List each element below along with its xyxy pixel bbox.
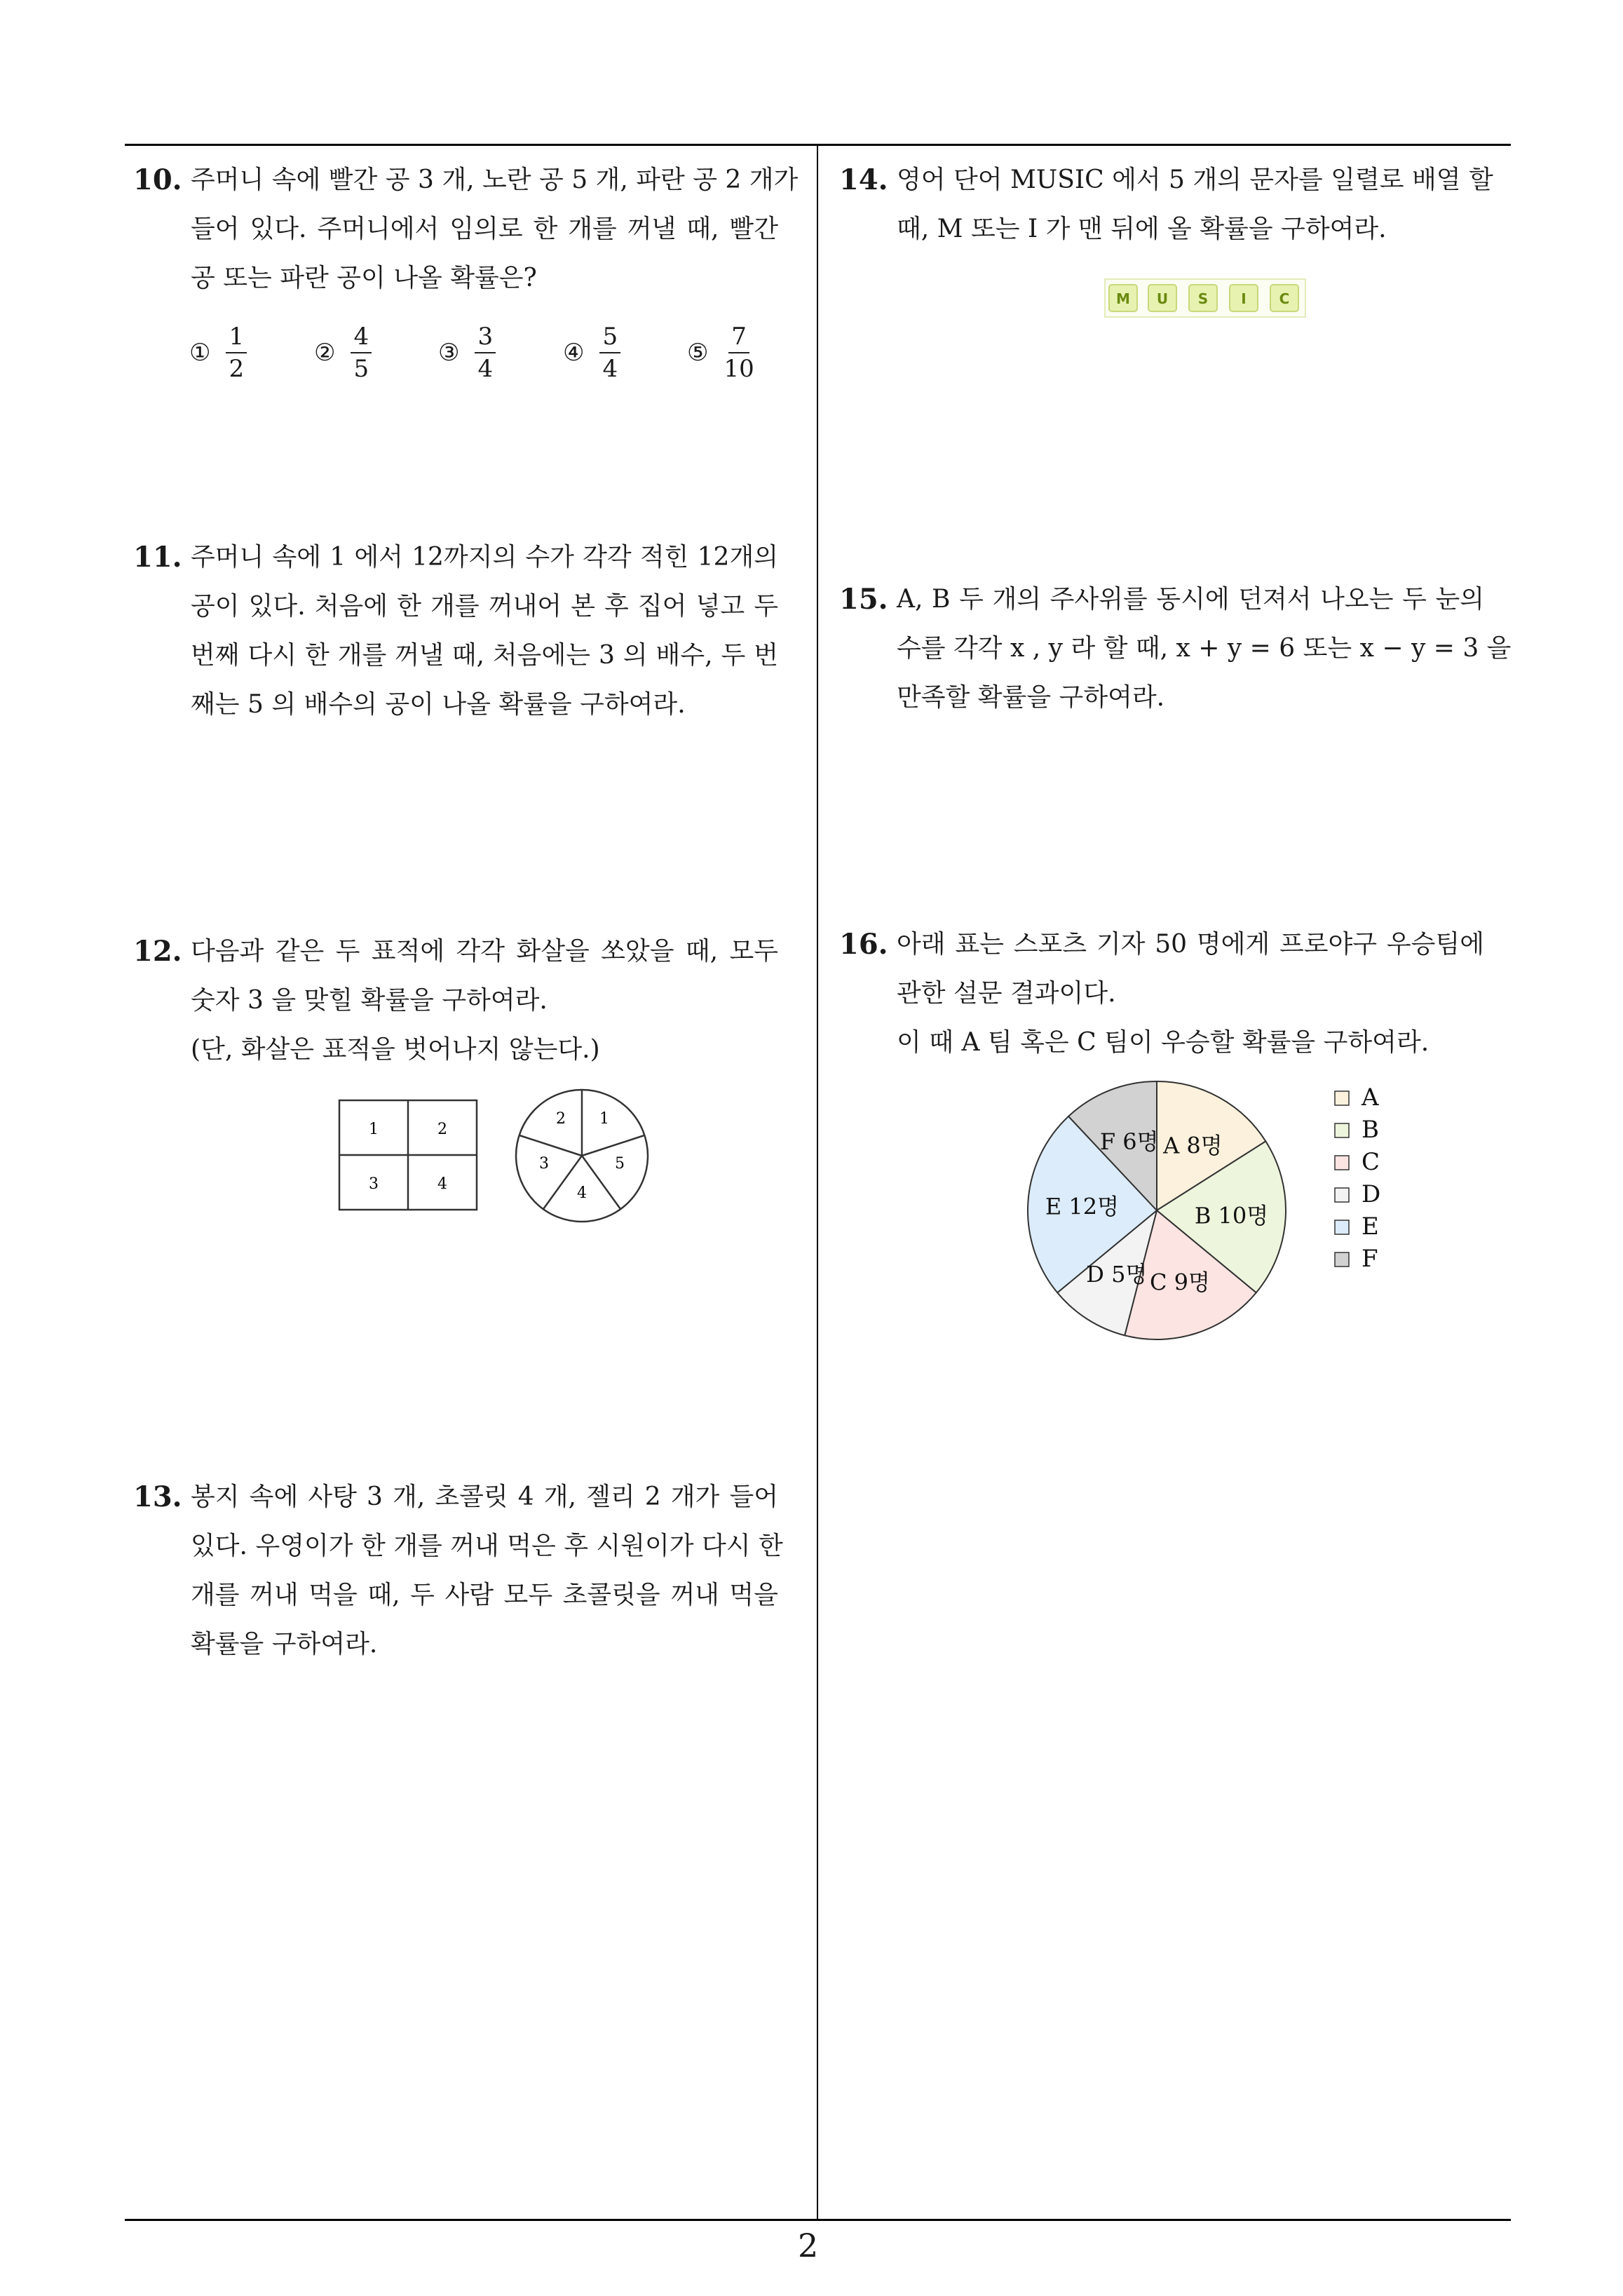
legend-swatch (1335, 1123, 1349, 1137)
tile-letter: S (1197, 290, 1209, 307)
question-text-line: 주머니 속에 1 에서 12까지의 수가 각각 적힌 12개의 (191, 543, 778, 572)
question-number: 13. (133, 1480, 182, 1513)
question-text-line: 있다. 우영이가 한 개를 꺼내 먹은 후 시원이가 다시 한 (191, 1532, 783, 1560)
question-text-line: 공이 있다. 처음에 한 개를 꺼내어 본 후 집어 넣고 두 (191, 592, 778, 621)
pie-legend (1335, 1083, 1380, 1273)
choice-mark: ④ (563, 339, 585, 367)
fraction (475, 321, 496, 384)
choice-mark: ② (314, 339, 336, 367)
music-letter-tiles (1103, 278, 1307, 318)
question-text-line: 주머니 속에 빨간 공 3 개, 노란 공 5 개, 파란 공 2 개가 (191, 166, 799, 194)
question-16 (839, 920, 1484, 1067)
question-text-line: 봉지 속에 사탕 3 개, 초콜릿 4 개, 젤리 2 개가 들어 (191, 1483, 778, 1511)
pie-slice-label: E 12명 (1045, 1193, 1120, 1220)
legend-swatch (1335, 1091, 1349, 1105)
pie-slice-label: A 8명 (1163, 1132, 1223, 1159)
choice-3[interactable] (438, 321, 496, 384)
pie-slice-label: F 6명 (1099, 1128, 1159, 1155)
denominator: 4 (477, 355, 494, 383)
choice-mark: ① (189, 339, 211, 367)
answer-choices (189, 321, 771, 398)
question-text-line: 공 또는 파란 공이 나올 확률은? (191, 264, 537, 292)
question-13 (133, 1473, 783, 1669)
fraction (351, 321, 372, 384)
denominator: 4 (602, 355, 618, 383)
question-text-line: 만족할 확률을 구하여라. (897, 683, 1165, 712)
question-text-line: 째는 5 의 배수의 공이 나올 확률을 구하여라. (191, 690, 686, 719)
legend-swatch (1335, 1188, 1349, 1202)
choice-2[interactable] (314, 321, 372, 384)
question-text-line: (단, 화살은 표적을 벗어나지 않는다.) (191, 1035, 600, 1064)
question-number: 14. (839, 163, 888, 196)
denominator: 10 (724, 355, 754, 383)
legend-swatch (1335, 1156, 1349, 1170)
tile-letter: M (1116, 290, 1130, 307)
circle-sector-label: 1 (599, 1110, 609, 1128)
question-text-line: 다음과 같은 두 표적에 각각 화살을 쏘았을 때, 모두 (191, 937, 778, 966)
question-number: 12. (133, 935, 182, 968)
tile-letter: C (1279, 290, 1290, 307)
numerator: 5 (599, 321, 620, 353)
question-number: 16. (839, 928, 888, 961)
fraction (226, 321, 247, 384)
pie-slice-label: C 9명 (1150, 1269, 1210, 1296)
legend-label: A (1361, 1083, 1379, 1112)
bottom-rule (125, 2219, 1511, 2221)
letter-tile (1189, 285, 1217, 311)
circle-sector-label: 3 (539, 1155, 549, 1173)
denominator: 2 (229, 355, 245, 383)
question-text-line: 확률을 구하여라. (191, 1630, 378, 1659)
numerator: 7 (728, 321, 749, 353)
pie-chart (1017, 1073, 1409, 1346)
question-12 (133, 927, 778, 1074)
question-text-line: 이 때 A 팀 혹은 C 팀이 우승할 확률을 구하여라. (897, 1028, 1430, 1057)
legend-label: B (1361, 1116, 1379, 1144)
question-number: 11. (133, 541, 182, 574)
question-11 (133, 533, 778, 729)
choice-4[interactable] (563, 321, 620, 384)
legend-label: E (1361, 1213, 1379, 1241)
question-number: 15. (839, 583, 888, 616)
square-cell-label: 2 (437, 1121, 447, 1138)
square-cell-label: 3 (369, 1175, 379, 1193)
question-number: 10. (133, 163, 182, 196)
letter-tile (1270, 285, 1298, 311)
tile-letter: U (1156, 290, 1169, 307)
legend-swatch (1335, 1220, 1349, 1234)
question-text-line: A, B 두 개의 주사위를 동시에 던져서 나오는 두 눈의 (897, 585, 1484, 614)
circle-sector-label: 2 (556, 1110, 566, 1128)
circle-target (512, 1086, 652, 1226)
pie-slice-label: B 10명 (1194, 1202, 1269, 1229)
question-10 (133, 156, 799, 303)
question-text-line: 수를 각각 x , y 라 할 때, x + y = 6 또는 x − y = 3 을 (897, 634, 1512, 663)
question-text-line: 영어 단어 MUSIC 에서 5 개의 문자를 일렬로 배열 할 (897, 166, 1493, 194)
question-text-line: 번째 다시 한 개를 꺼낼 때, 처음에는 3 의 배수, 두 번 (191, 641, 778, 670)
letter-tile (1148, 285, 1176, 311)
denominator: 5 (353, 355, 369, 383)
tile-letter: I (1241, 290, 1247, 307)
column-divider (817, 145, 818, 2221)
question-text-line: 개를 꺼내 먹을 때, 두 사람 모두 초콜릿을 꺼내 먹을 (191, 1581, 778, 1609)
circle-sector-label: 5 (615, 1155, 625, 1173)
question-text-line: 관한 설문 결과이다. (897, 979, 1116, 1008)
square-cell-label: 1 (369, 1121, 379, 1138)
pie-slice-label: D 5명 (1086, 1261, 1148, 1288)
choice-1[interactable] (189, 321, 247, 384)
circle-sector-label: 4 (577, 1184, 587, 1202)
legend-label: D (1361, 1180, 1381, 1208)
legend-label: F (1361, 1245, 1378, 1273)
numerator: 4 (351, 321, 372, 353)
legend-label: C (1361, 1148, 1380, 1176)
square-cell-label: 4 (437, 1175, 447, 1193)
letter-tile (1230, 285, 1258, 311)
choice-5[interactable] (687, 321, 754, 384)
question-text-line: 숫자 3 을 맞힐 확률을 구하여라. (191, 986, 548, 1015)
fraction (599, 321, 620, 384)
question-14 (839, 156, 1493, 254)
question-text-line: 들어 있다. 주머니에서 임의로 한 개를 꺼낼 때, 빨간 (191, 215, 778, 243)
question-text-line: 아래 표는 스포츠 기자 50 명에게 프로야구 우승팀에 (897, 930, 1484, 959)
page-number: 2 (798, 2227, 819, 2264)
fraction (724, 321, 754, 384)
legend-swatch (1335, 1252, 1349, 1267)
square-target (337, 1098, 480, 1213)
choice-mark: ⑤ (687, 339, 709, 367)
choice-mark: ③ (438, 339, 460, 367)
numerator: 3 (475, 321, 496, 353)
question-15 (839, 575, 1512, 722)
question-text-line: 때, M 또는 I 가 맨 뒤에 올 확률을 구하여라. (897, 215, 1387, 243)
letter-tile (1109, 285, 1137, 311)
numerator: 1 (226, 321, 247, 353)
